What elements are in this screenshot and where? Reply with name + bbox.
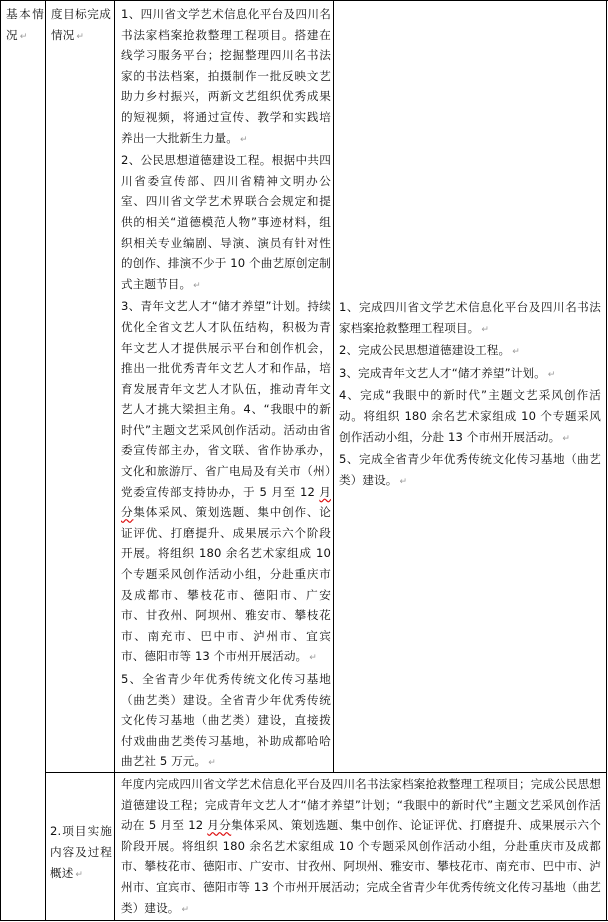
implementation-summary-cell <box>121 774 601 920</box>
project-item-5-text: 5、全省青少年优秀传统文化传习基地（曲艺类）建设。全省青少年优秀传统文化传习基地（曲艺类）建设，直接拨付戏曲曲艺类传习基地，补助成都哈哈曲艺社 5 万元。 <box>121 672 331 769</box>
project-item-3-4 <box>121 296 331 669</box>
section-label-text: 基本情况 <box>6 7 44 42</box>
row-label-implementation-text: 2.项目实施内容及过程概述 <box>50 824 112 880</box>
completion-list-cell <box>339 297 601 492</box>
row-label-implementation <box>50 821 112 886</box>
completion-item-5 <box>339 449 601 492</box>
paragraph-mark: ↵ <box>181 904 190 915</box>
paragraph-mark: ↵ <box>481 324 489 335</box>
completion-item-2-text: 2、完成公民思想道德建设工程。 <box>339 343 511 358</box>
paragraph-mark: ↵ <box>512 347 520 358</box>
completion-item-1 <box>339 297 601 340</box>
paragraph-mark: ↵ <box>562 433 570 444</box>
paragraph-mark: ↵ <box>208 758 216 769</box>
spellcheck-underlined-word: 月分 <box>207 818 232 833</box>
spellcheck-underlined-word: 月分 <box>121 484 331 520</box>
project-item-1 <box>121 4 331 150</box>
table-border-right <box>606 0 607 921</box>
paragraph-mark: ↵ <box>239 134 248 145</box>
paragraph-mark: ↵ <box>547 369 556 380</box>
table-border-left <box>0 0 1 921</box>
project-item-2-text: 2、公民思想道德建设工程。根据中共四川省委宣传部、四川省精神文明办公室、四川省文学艺术界联合会规定和提供的相关“道德模范人物”事迹材料，组织相关专业编剧、导演、演员有针对性的创作、排演不少于 10 个曲艺原创定制式主题节目。 <box>121 153 331 291</box>
completion-item-4 <box>339 385 601 449</box>
paragraph-mark: ↵ <box>76 31 85 42</box>
paragraph-mark: ↵ <box>75 870 84 880</box>
project-item-5 <box>121 669 331 774</box>
row-label-completion-text: 度目标完成情况 <box>51 7 111 42</box>
row-label-completion <box>51 4 111 47</box>
section-label <box>6 4 44 47</box>
completion-item-2 <box>339 340 601 363</box>
summary-text-part-1: 年度内完成四川省文学艺术信息化平台及四川名书法家档案抢救整理工程项目；完成公民思想道德建设工程；完成青年文艺人才“储才养望”计划；“我眼中的新时代”主题文艺采风创作活动在 5 月至 12 <box>121 777 601 833</box>
paragraph-mark: ↵ <box>399 476 408 487</box>
project-item-1-text: 1、四川省文学艺术信息化平台及四川名书法家档案抢救整理工程项目。搭建在线学习服务平台；挖掘整理四川名书法家的书法档案，拍摄制作一批反映文艺助力乡村振兴，两新文艺组织优秀成果的短视频，将通过宣传、教学和实践培养出一大批新生力量。 <box>121 7 331 145</box>
column-divider-2 <box>114 0 115 921</box>
completion-item-5-text: 5、完成全省青少年优秀传统文化传习基地（曲艺类）建设。 <box>339 452 601 487</box>
project-item-4-text: 集体采风、策划选题、集中创作、论证评优、打磨提升、成果展示六个阶段开展。将组织 180 余名艺术家组成 10 个专题采风创作活动小组，分赴重庆市及成都市、攀枝花市、德阳市、广安市、甘孜州、阿坝州、雅安市、攀枝花市、南充市、巴中市、泸州市、宜宾市、德阳市等 13 个市州开展活动。 <box>121 505 331 664</box>
completion-item-1-text: 1、完成四川省文学艺术信息化平台及四川名书法家档案抢救整理工程项目。 <box>339 300 601 335</box>
completion-item-3-text: 3、完成青年文艺人才“储才养望”计划。 <box>339 365 546 380</box>
project-item-3-text: 3、青年文艺人才“储才养望”计划。持续优化全省文艺人才队伍结构，积极为青年文艺人才提供展示平台和创作机会，推出一批优秀青年文艺人才和作品，培育发展青年文艺人才队伍，推动青年文艺人才挑大梁担主角。4、“我眼中的新时代”主题文艺采风创作活动。活动由省委宣传部主办，省文联、省作协承办，文化和旅游厅、省广电局及有关市（州）党委宣传部支持协办，于 5 月至 12 <box>121 299 331 499</box>
completion-item-3 <box>339 363 601 386</box>
project-item-2 <box>121 150 331 296</box>
table-border-top <box>0 0 608 1</box>
paragraph-mark: ↵ <box>193 280 201 291</box>
summary-text-part-2: 集体采风、策划选题、集中创作、论证评优、打磨提升、成果展示六个阶段开展。将组织 180 余名艺术家组成 10 个专题采风创作活动小组，分赴重庆市及成都市、攀枝花市、德阳市、广安市、甘孜州、阿坝州、雅安市、攀枝花市、南充市、巴中市、泸州市、宜宾市、德阳市等 13 个市州开展活动；完成全省青少年优秀传统文化传习基地（曲艺类）建设。 <box>121 818 601 915</box>
column-divider-1 <box>45 0 46 921</box>
project-content-cell <box>121 4 331 774</box>
completion-item-4-text: 4、完成“我眼中的新时代”主题文艺采风创作活动。将组织 180 余名艺术家组成 10 个专题采风创作活动小组，分赴 13 个市州开展活动。 <box>339 388 601 444</box>
column-divider-3 <box>333 0 334 772</box>
paragraph-mark: ↵ <box>309 653 317 664</box>
paragraph-mark: ↵ <box>19 31 28 42</box>
